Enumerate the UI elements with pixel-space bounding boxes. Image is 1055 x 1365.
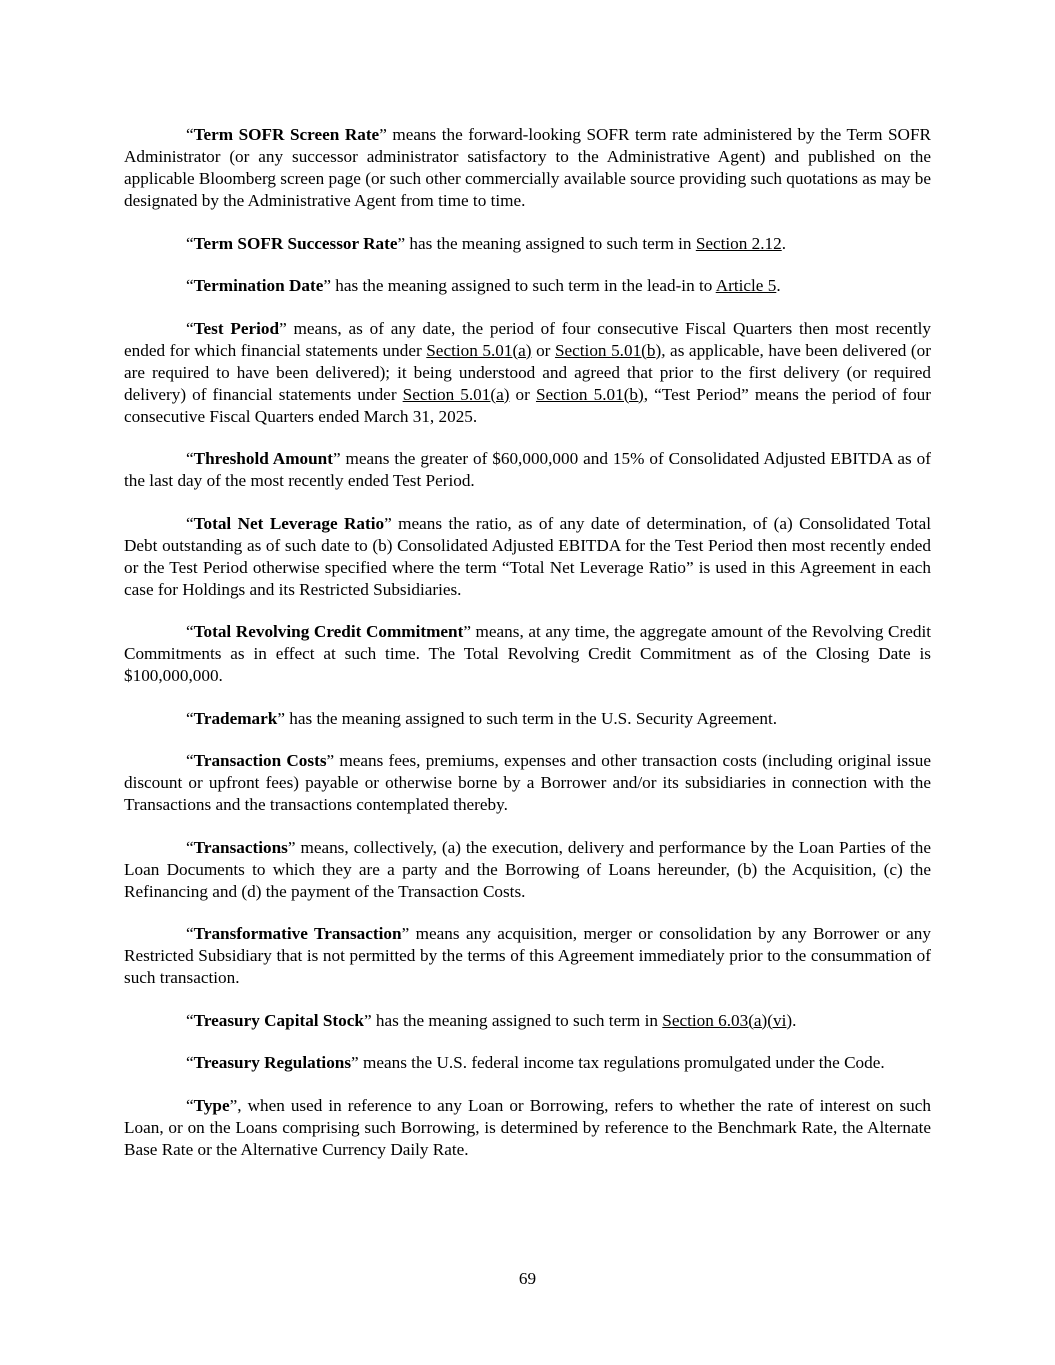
definition-paragraph: “Treasury Capital Stock” has the meaning assigned to such term in Section 6.03(a)(vi). [186,1010,797,1030]
definition-text: . [781,233,787,253]
definition-paragraph: “Type”, when used in reference to any Loan or Borrowing, refers to whether the rate of interest on such Loan, or on the Loans comprising such Borrowing, is determined by reference to the Benchmark Rate, the Alternate Base Rate or the Alternative Currency Daily Rate. [124,1095,931,1159]
defined-term: Total Revolving Credit Commitment [193,622,464,641]
definition-text: ” has the meaning assigned to such term in [397,233,696,253]
definition-text: ” means the greater of $60,000,000 and 15% of Consolidated Adjusted EBITDA as of the last day of the most recently ended Test Period. [124,449,931,490]
cross-reference: Section 5.01(b) [554,340,662,360]
definition-text: or [531,340,555,360]
cross-reference: Section 5.01(a) [426,340,532,360]
defined-term: Test Period [193,318,280,338]
definition-paragraph: “Transformative Transaction” means any acquisition, merger or consolidation by any Borrower or any Restricted Subsidiary that is not permitted by the terms of this Agreement immediately prior to the consummation of such transaction. [124,924,931,987]
definition-paragraph: “Transaction Costs” means fees, premiums, expenses and other transaction costs (including original issue discount or upfront fees) payable or otherwise borne by a Borrower and/or its subsidiaries in connection with the Transactions and the transactions contemplated thereby. [124,751,932,814]
defined-term: Transformative Transaction [193,924,402,943]
defined-term: Transaction Costs [193,751,327,770]
definitions-section [124,124,931,1181]
definition-paragraph: “Total Revolving Credit Commitment” means, at any time, the aggregate amount of the Revolving Credit Commitments as in effect at such time. The Total Revolving Credit Commitment as of the Closing Date is $100,000,000. [124,622,931,685]
defined-term: Type [193,1095,230,1115]
definition-text: ” has the meaning assigned to such term in the lead-in to [323,276,716,295]
definition-text: ” means the forward-looking SOFR term rate administered by the Term SOFR Administrator (or any successor administrator satisfactory to the Administrative Agent) and published on the applicable Bloomberg screen page (or such other commercially available source providing such quotations as may be designated by the Administrative Agent from time to time. [124,125,931,210]
definition-paragraph: “Term SOFR Screen Rate” means the forward-looking SOFR term rate administered by the Term SOFR Administrator (or any successor administrator satisfactory to the Administrative Agent) and published on the applicable Bloomberg screen page (or such other commercially available source providing such quotations as may be designated by the Administrative Agent from time to time. [124,125,931,210]
definition-text: ” means, as of any date, the period of four consecutive Fiscal Quarters then most recently ended for which financial statements under [124,318,931,360]
definition-text: ” means the U.S. federal income tax regulations promulgated under the Code. [351,1053,885,1072]
defined-term: Total Net Leverage Ratio [193,513,385,533]
definition-text: , as applicable, have been delivered (or are required to have been delivered); it being understood and agreed that prior to the first delivery (or required delivery) of financial statements under [124,340,931,404]
cross-reference: Section 5.01(a) [402,384,510,404]
defined-term: Threshold Amount [193,449,333,468]
definition-paragraph: “Treasury Regulations” means the U.S. federal income tax regulations promulgated under the Code. [186,1053,885,1072]
definition-text: . [792,1010,797,1030]
definition-text: ” has the meaning assigned to such term in the U.S. Security Agreement. [277,708,778,728]
definition-text: or [509,384,536,404]
page-number: 69 [518,1269,537,1288]
definition-paragraph: “Threshold Amount” means the greater of $60,000,000 and 15% of Consolidated Adjusted EBITDA as of the last day of the most recently ended Test Period. [124,449,931,490]
definition-paragraph: “Total Net Leverage Ratio” means the ratio, as of any date of determination, of (a) Consolidated Total Debt outstanding as of such date to (b) Consolidated Adjusted EBITDA for the Test Period then most recently ended or the Test Period otherwise specified where the term “Total Net Leverage Ratio” is used in this Agreement in each case for Holdings and its Restricted Subsidiaries. [124,513,931,599]
defined-term: Trademark [193,708,278,728]
cross-reference: Section 5.01(b) [535,384,644,404]
cross-reference: Section 6.03(a)(vi) [662,1010,793,1030]
defined-term: Treasury Capital Stock [193,1010,364,1030]
defined-term: Term SOFR Successor Rate [193,233,398,253]
definition-text: , “Test Period” means the period of four consecutive Fiscal Quarters ended March 31, 2025. [124,384,931,426]
definition-paragraph: “Termination Date” has the meaning assigned to such term in the lead-in to Article 5. [186,276,781,295]
definition-text: ” means fees, premiums, expenses and other transaction costs (including original issue discount or upfront fees) payable or otherwise borne by a Borrower and/or its subsidiaries in connection with the Transactions and the transactions contemplated thereby. [124,751,932,814]
definition-text: ” means the ratio, as of any date of determination, of (a) Consolidated Total Debt outstanding as of such date to (b) Consolidated Adjusted EBITDA for the Test Period then most recently ended or the Test Period otherwise specified where the term “Total Net Leverage Ratio” is used in this Agreement in each case for Holdings and its Restricted Subsidiaries. [124,513,931,599]
definition-text: ” has the meaning assigned to such term in [363,1010,663,1030]
definition-text: ”, when used in reference to any Loan or Borrowing, refers to whether the rate of interest on such Loan, or on the Loans comprising such Borrowing, is determined by reference to the Benchmark Rate, the Alternate Base Rate or the Alternative Currency Daily Rate. [124,1095,931,1159]
cross-reference: Section 2.12 [695,233,782,253]
defined-term: Termination Date [193,276,324,295]
defined-term: Transactions [193,837,288,857]
definition-text: ” means, collectively, (a) the execution, delivery and performance by the Loan Parties of the Loan Documents to which they are a party and the Borrowing of Loans hereunder, (b) the Acquisition, (c) the Refinancing and (d) the payment of the Transaction Costs. [124,837,931,901]
definition-text: ” means any acquisition, merger or consolidation by any Borrower or any Restricted Subsidiary that is not permitted by the terms of this Agreement immediately prior to the consummation of such transaction. [124,924,931,987]
defined-term: Treasury Regulations [193,1053,352,1072]
definition-paragraph: “Trademark” has the meaning assigned to such term in the U.S. Security Agreement. [186,708,778,728]
cross-reference: Article 5 [715,276,777,295]
definition-paragraph: “Transactions” means, collectively, (a) the execution, delivery and performance by the Loan Parties of the Loan Documents to which they are a party and the Borrowing of Loans hereunder, (b) the Acquisition, (c) the Refinancing and (d) the payment of the Transaction Costs. [124,837,931,901]
definition-paragraph: “Test Period” means, as of any date, the period of four consecutive Fiscal Quarters then most recently ended for which financial statements under Section 5.01(a) or Section 5.01(b), as applicable, have been delivered (or are required to have been delivered); it being understood and agreed that prior to the first delivery (or required delivery) of financial statements under Section 5.01(a) or Section 5.01(b), “Test Period” means the period of four consecutive Fiscal Quarters ended March 31, 2025. [124,318,931,426]
defined-term: Term SOFR Screen Rate [193,125,380,144]
definition-text: ” means, at any time, the aggregate amount of the Revolving Credit Commitments as in effect at such time. The Total Revolving Credit Commitment as of the Closing Date is $100,000,000. [124,622,931,685]
definition-text: . [776,276,781,295]
definition-paragraph: “Term SOFR Successor Rate” has the meaning assigned to such term in Section 2.12. [186,233,787,253]
